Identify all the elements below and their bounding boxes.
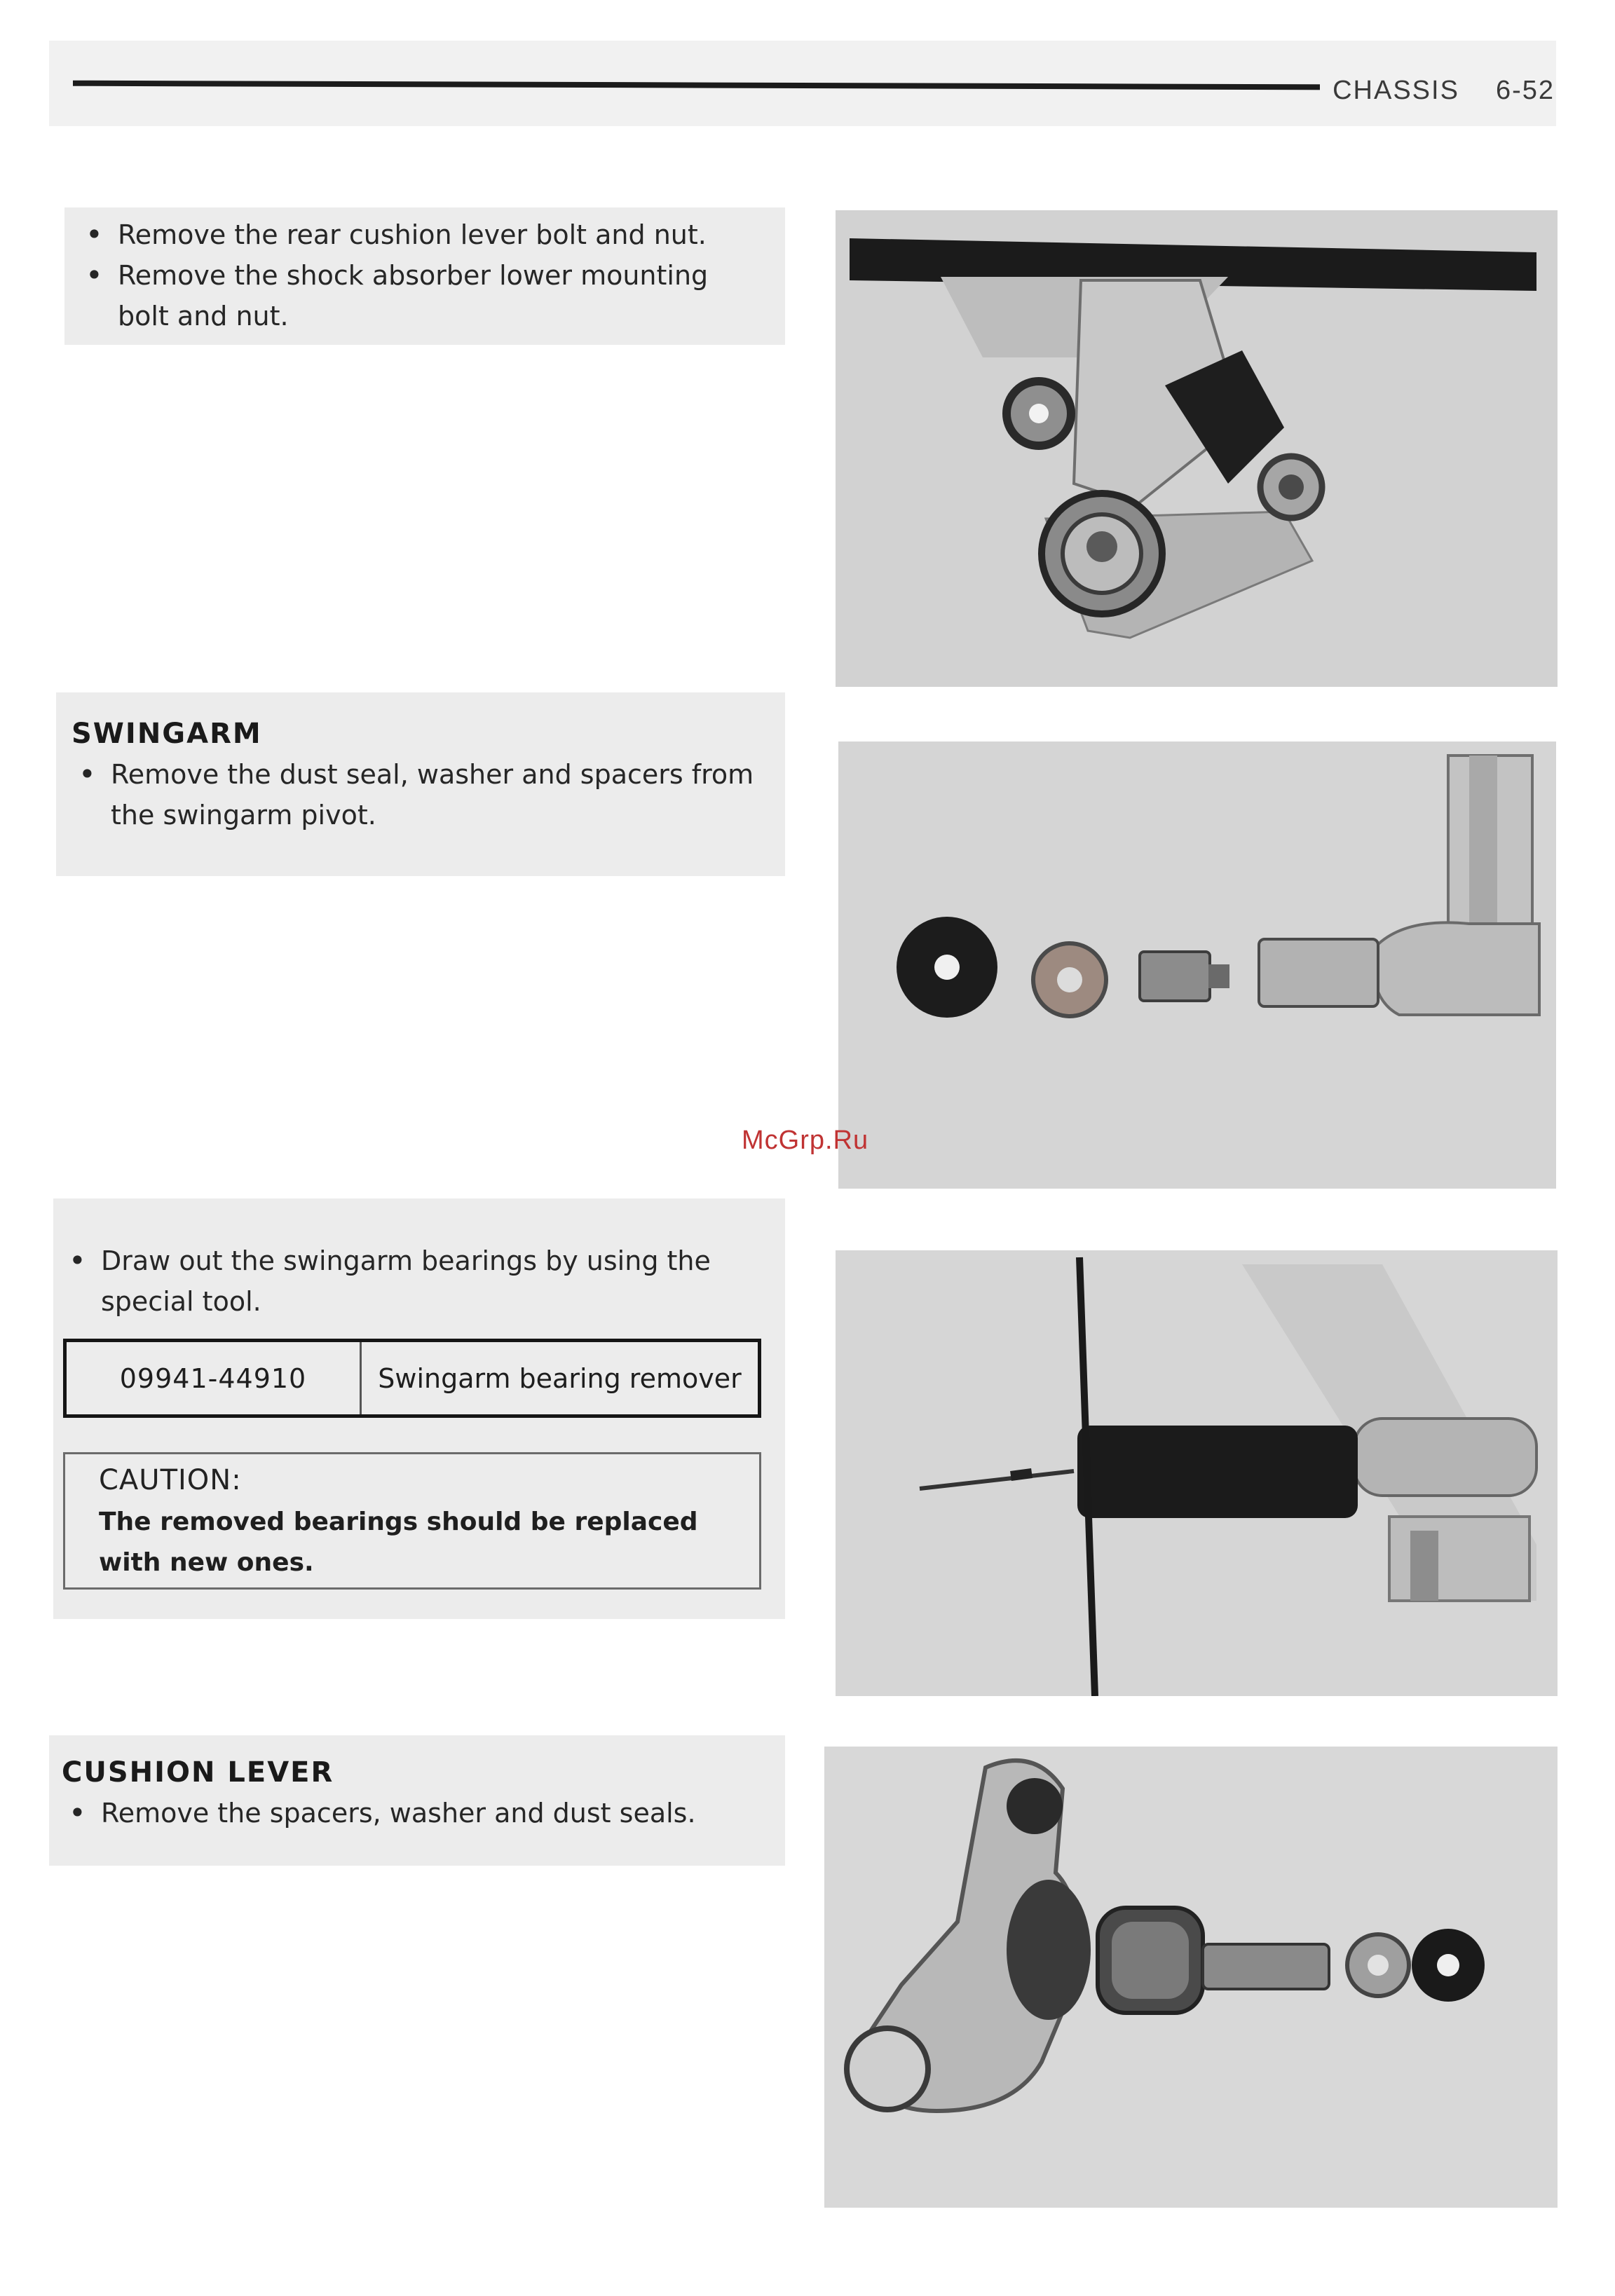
special-tool-table [63, 1339, 761, 1418]
photo-illustration [836, 210, 1558, 687]
tool-name: Swingarm bearing remover [361, 1341, 760, 1416]
cushion-lever-section [49, 1735, 785, 1866]
step-block-lever-bolt [64, 207, 785, 345]
caution-text: The removed bearings should be replaced with new ones. [99, 1508, 698, 1577]
table-row [65, 1341, 760, 1416]
step-list [62, 1241, 765, 1322]
photo-cushion-lever-parts [824, 1747, 1558, 2208]
step-list [71, 754, 765, 835]
step-item: • Remove the rear cushion lever bolt and nut. [79, 214, 765, 255]
caution-title: CAUTION: [99, 1464, 242, 1496]
step-list [62, 1793, 765, 1833]
step-item: • Remove the spacers, washer and dust seals. [62, 1793, 765, 1833]
page-number: 6-52 [1495, 76, 1555, 105]
swingarm-section [56, 692, 785, 876]
photo-illustration [824, 1747, 1558, 2208]
step-item: • Remove the shock absorber lower mounting bolt and nut. [79, 255, 765, 336]
section-heading-cushion-lever: CUSHION LEVER [62, 1756, 334, 1789]
tool-number: 09941-44910 [65, 1341, 361, 1416]
section-heading-swingarm: SWINGARM [71, 718, 262, 750]
watermark: McGrp.Ru [742, 1126, 869, 1155]
page-header [1320, 76, 1555, 106]
section-title: CHASSIS [1333, 76, 1459, 105]
step-item: • Remove the dust seal, washer and spacers from the swingarm pivot. [71, 754, 765, 835]
photo-illustration [838, 742, 1556, 1189]
photo-swingarm-pivot-parts [838, 742, 1556, 1189]
step-item: • Draw out the swingarm bearings by using the special tool. [62, 1241, 765, 1322]
photo-illustration [836, 1250, 1558, 1696]
step-list [79, 214, 765, 336]
photo-bearing-remover-tool [836, 1250, 1558, 1696]
caution-box [63, 1452, 761, 1590]
photo-cushion-lever-mount [836, 210, 1558, 687]
